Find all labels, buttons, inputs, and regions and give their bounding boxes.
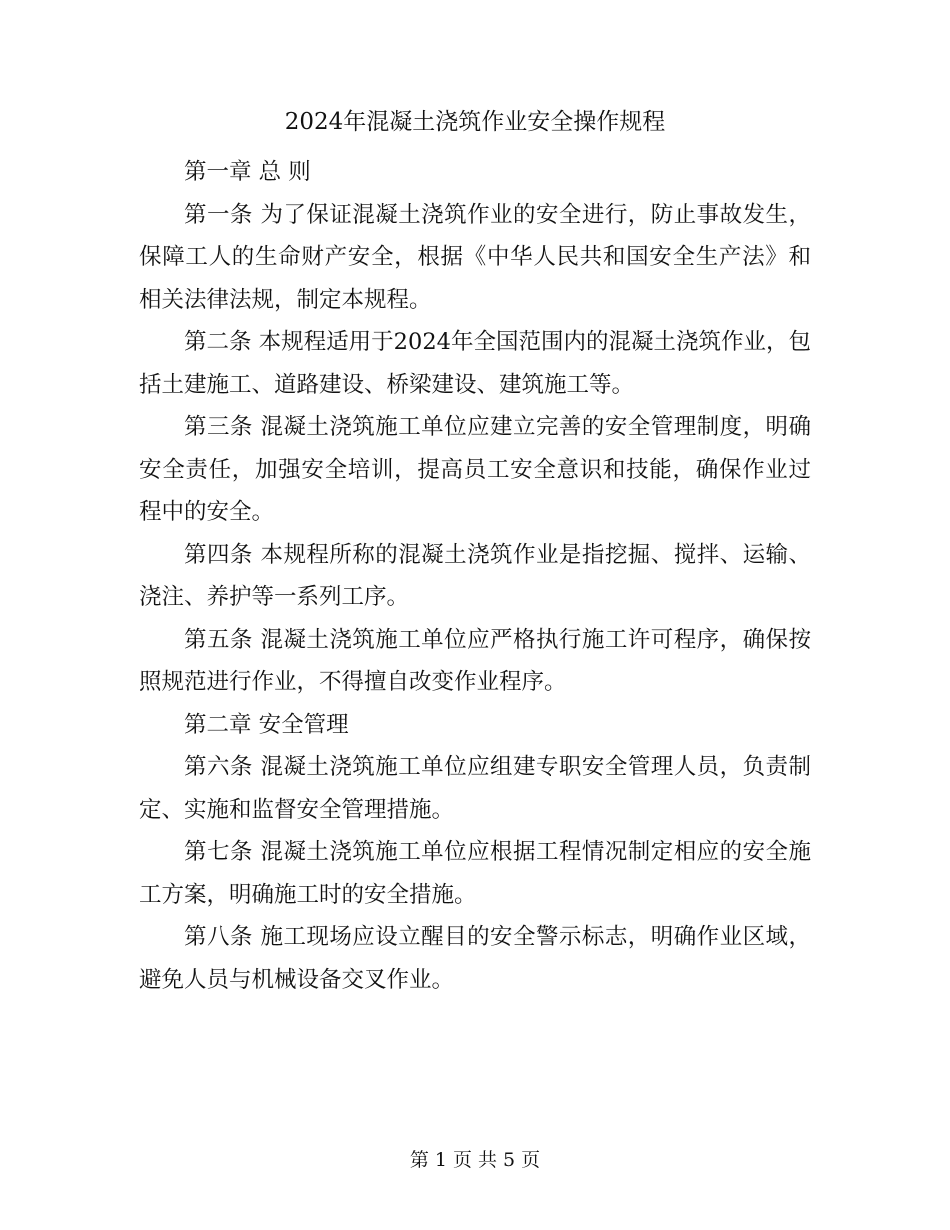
article-paragraph: 第三条 混凝土浇筑施工单位应建立完善的安全管理制度，明确安全责任，加强安全培训，提高员工安全意识和技能，确保作业过程中的安全。 (139, 414, 811, 525)
page-indicator: 第 1 页 共 5 页 (409, 1149, 541, 1171)
chapter-heading: 第一章 总 则 (184, 159, 311, 185)
article-paragraph: 第六条 混凝土浇筑施工单位应组建专职安全管理人员，负责制定、实施和监督安全管理措施。 (139, 754, 811, 823)
article-paragraph: 第七条 混凝土浇筑施工单位应根据工程情况制定相应的安全施工方案，明确施工时的安全措施。 (139, 839, 811, 908)
article-paragraph: 第二条 本规程适用于2024年全国范围内的混凝土浇筑作业，包括土建施工、道路建设、桥梁建设、建筑施工等。 (139, 329, 811, 398)
article-paragraph: 第四条 本规程所称的混凝土浇筑作业是指挖掘、搅拌、运输、浇注、养护等一系列工序。 (139, 541, 811, 610)
article-paragraph: 第八条 施工现场应设立醒目的安全警示标志，明确作业区域，避免人员与机械设备交叉作业。 (139, 924, 811, 993)
article-paragraph: 第五条 混凝土浇筑施工单位应严格执行施工许可程序，确保按照规范进行作业，不得擅自改变作业程序。 (139, 626, 811, 695)
article-paragraph: 第一条 为了保证混凝土浇筑作业的安全进行，防止事故发生，保障工人的生命财产安全，根据《中华人民共和国安全生产法》和相关法律法规，制定本规程。 (139, 201, 811, 313)
document-title: 2024年混凝土浇筑作业安全操作规程 (284, 109, 666, 135)
document-body (139, 151, 811, 1001)
chapter-heading: 第二章 安全管理 (184, 711, 349, 738)
